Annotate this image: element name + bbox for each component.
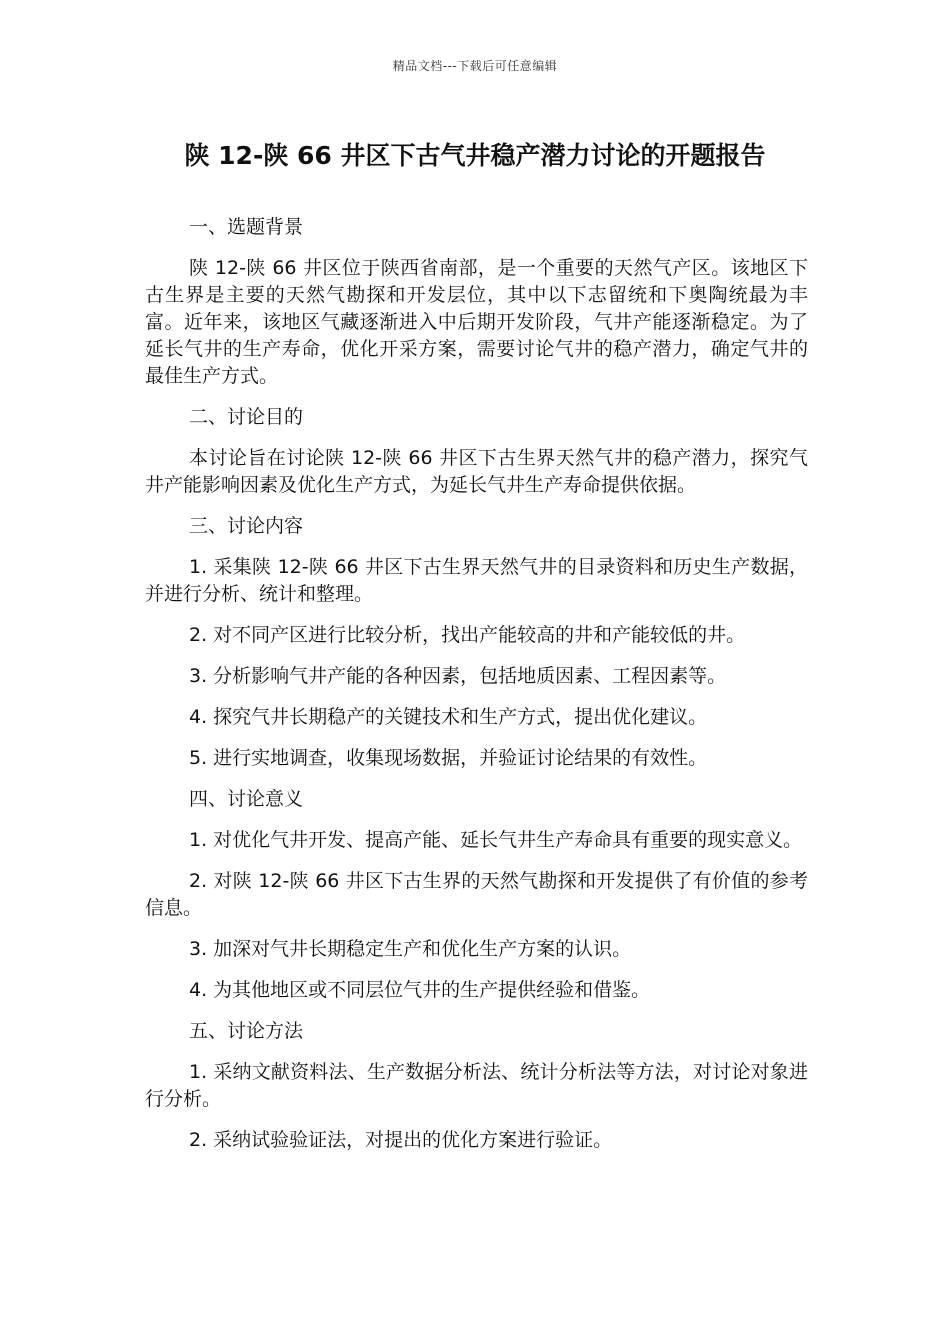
list-item: 1. 采纳文献资料法、生产数据分析法、统计分析法等方法，对讨论对象进行分析。 [145,1061,808,1110]
list-item: 2. 对不同产区进行比较分析，找出产能较高的井和产能较低的井。 [189,624,746,646]
list-item: 4. 探究气井长期稳产的关键技术和生产方式，提出优化建议。 [189,706,708,728]
document-body [145,214,808,1168]
document-title: 陕 12-陕 66 井区下古气井稳产潜力讨论的开题报告 [184,141,766,170]
list-item: 4. 为其他地区或不同层位气井的生产提供经验和借鉴。 [189,979,651,1001]
section-heading: 四、讨论意义 [189,788,304,810]
list-item: 1. 对优化气井开发、提高产能、延长气井生产寿命具有重要的现实意义。 [189,829,803,851]
list-item: 1. 采集陕 12-陕 66 井区下古生界天然气井的目录资料和历史生产数据，并进行分析、统计和整理。 [145,556,808,605]
list-item: 2. 对陕 12-陕 66 井区下古生界的天然气勘探和开发提供了有价值的参考信息。 [145,870,808,919]
section-heading: 二、讨论目的 [189,406,304,428]
section-heading: 五、讨论方法 [189,1020,304,1042]
list-item: 2. 采纳试验验证法，对提出的优化方案进行验证。 [189,1129,613,1151]
list-item: 3. 加深对气井长期稳定生产和优化生产方案的认识。 [189,938,632,960]
list-item: 5. 进行实地调查，收集现场数据，并验证讨论结果的有效性。 [189,747,708,769]
list-item: 3. 分析影响气井产能的各种因素，包括地质因素、工程因素等。 [189,665,727,687]
paragraph: 本讨论旨在讨论陕 12-陕 66 井区下古生界天然气井的稳产潜力，探究气井产能影响因素及优化生产方式，为延长气井生产寿命提供依据。 [145,447,808,496]
paragraph: 陕 12-陕 66 井区位于陕西省南部，是一个重要的天然气产区。该地区下古生界是主要的天然气勘探和开发层位，其中以下志留统和下奥陶统最为丰富。近年来，该地区气藏逐渐进入中后期开发阶段，气井产能逐渐稳定。为了延长气井的生产寿命，优化开采方案，需要讨论气井的稳产潜力，确定气井的最佳生产方式。 [145,257,808,387]
section-heading: 一、选题背景 [189,216,304,238]
header-note: 精品文档---下载后可任意编辑 [392,59,558,73]
section-heading: 三、讨论内容 [189,515,304,537]
